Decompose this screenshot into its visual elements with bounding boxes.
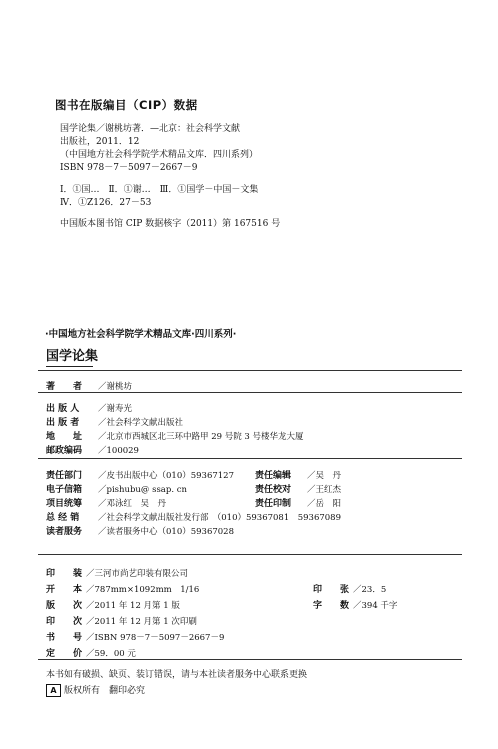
divider — [38, 458, 462, 459]
print-row: 书 号 ／ISBN 978－7－5097－2667－9 — [46, 633, 225, 643]
contact-row: 总 经 销 ／社会科学文献出版社发行部 （010）59367081 59367089 — [46, 513, 342, 523]
author-value: ／谢桃坊 — [98, 382, 133, 392]
contact-row-right: 责任印制 ／岳 阳 — [255, 499, 342, 509]
contact-row: 责任部门 ／皮书出版中心（010）59367127 — [46, 471, 234, 481]
email-value: ／pishubu@ ssap. cn — [98, 485, 187, 495]
cip-record-number: 中国版本图书馆 CIP 数据核字（2011）第 167516 号 — [60, 219, 281, 229]
contact-row: 项目统筹 ／邓泳红 吴 丹 — [46, 499, 167, 509]
cip-line: Ⅳ．①Z126．27－53 — [60, 198, 152, 208]
rights-text: 版权所有 翻印必究 — [64, 686, 146, 696]
divider — [38, 554, 462, 555]
publisher-row: 出 版 者 ／社会科学文献出版社 — [46, 418, 184, 428]
cip-line: ISBN 978－7－5097－2667－9 — [60, 163, 198, 173]
divider — [38, 392, 462, 393]
divider — [38, 659, 462, 660]
price-value: ／59．00 元 — [86, 649, 136, 659]
contact-row-right: 责任校对 ／王红杰 — [255, 485, 342, 495]
print-row-right: 印 张 ／23．5 — [313, 585, 387, 595]
book-title: 国学论集 — [46, 349, 99, 364]
cip-line: （中国地方社会科学院学术精品文库．四川系列） — [60, 150, 259, 160]
publisher-logo-icon: A — [46, 684, 61, 697]
copyright-notice — [46, 683, 145, 697]
author-label: 著 者 — [46, 382, 83, 392]
publisher-row: 出 版 人 ／谢寿光 — [46, 404, 133, 414]
author-row — [46, 374, 132, 393]
print-row-right: 字 数 ／394 千字 — [313, 601, 398, 611]
print-row: 版 次 ／2011 年 12 月第 1 版 — [46, 601, 180, 611]
defect-notice: 本书如有破损、缺页、装订错误，请与本社读者服务中心联系更换 — [46, 670, 308, 680]
print-row: 印 装 ／三河市尚艺印装有限公司 — [46, 569, 189, 579]
series-name: ·中国地方社会科学院学术精品文库·四川系列· — [45, 329, 237, 340]
cip-line: 国学论集／谢桃坊著．—北京：社会科学文献 — [60, 124, 241, 134]
cip-heading: 图书在版编目（CIP）数据 — [55, 98, 198, 112]
publisher-row: 地 址 ／北京市西城区北三环中路甲 29 号院 3 号楼华龙大厦 — [46, 432, 304, 442]
contact-row: 电子信箱 ／pishubu@ ssap. cn — [46, 485, 187, 495]
contact-row-right: 责任编辑 ／吴 丹 — [255, 471, 342, 481]
print-row: 印 次 ／2011 年 12 月第 1 次印刷 — [46, 617, 197, 627]
publisher-row: 邮政编码 ／100029 — [46, 446, 139, 456]
print-row: 定 价 ／59．00 元 — [46, 649, 136, 659]
contact-row: 读者服务 ／读者服务中心（010）59367028 — [46, 527, 234, 537]
cip-line: 出版社，2011．12 — [60, 137, 140, 147]
title-underline — [46, 366, 93, 367]
print-row: 开 本 ／787mm×1092mm 1/16 — [46, 585, 200, 595]
divider — [38, 370, 462, 371]
cip-line: Ⅰ．①国… Ⅱ．①谢… Ⅲ．①国学－中国－文集 — [60, 185, 259, 195]
